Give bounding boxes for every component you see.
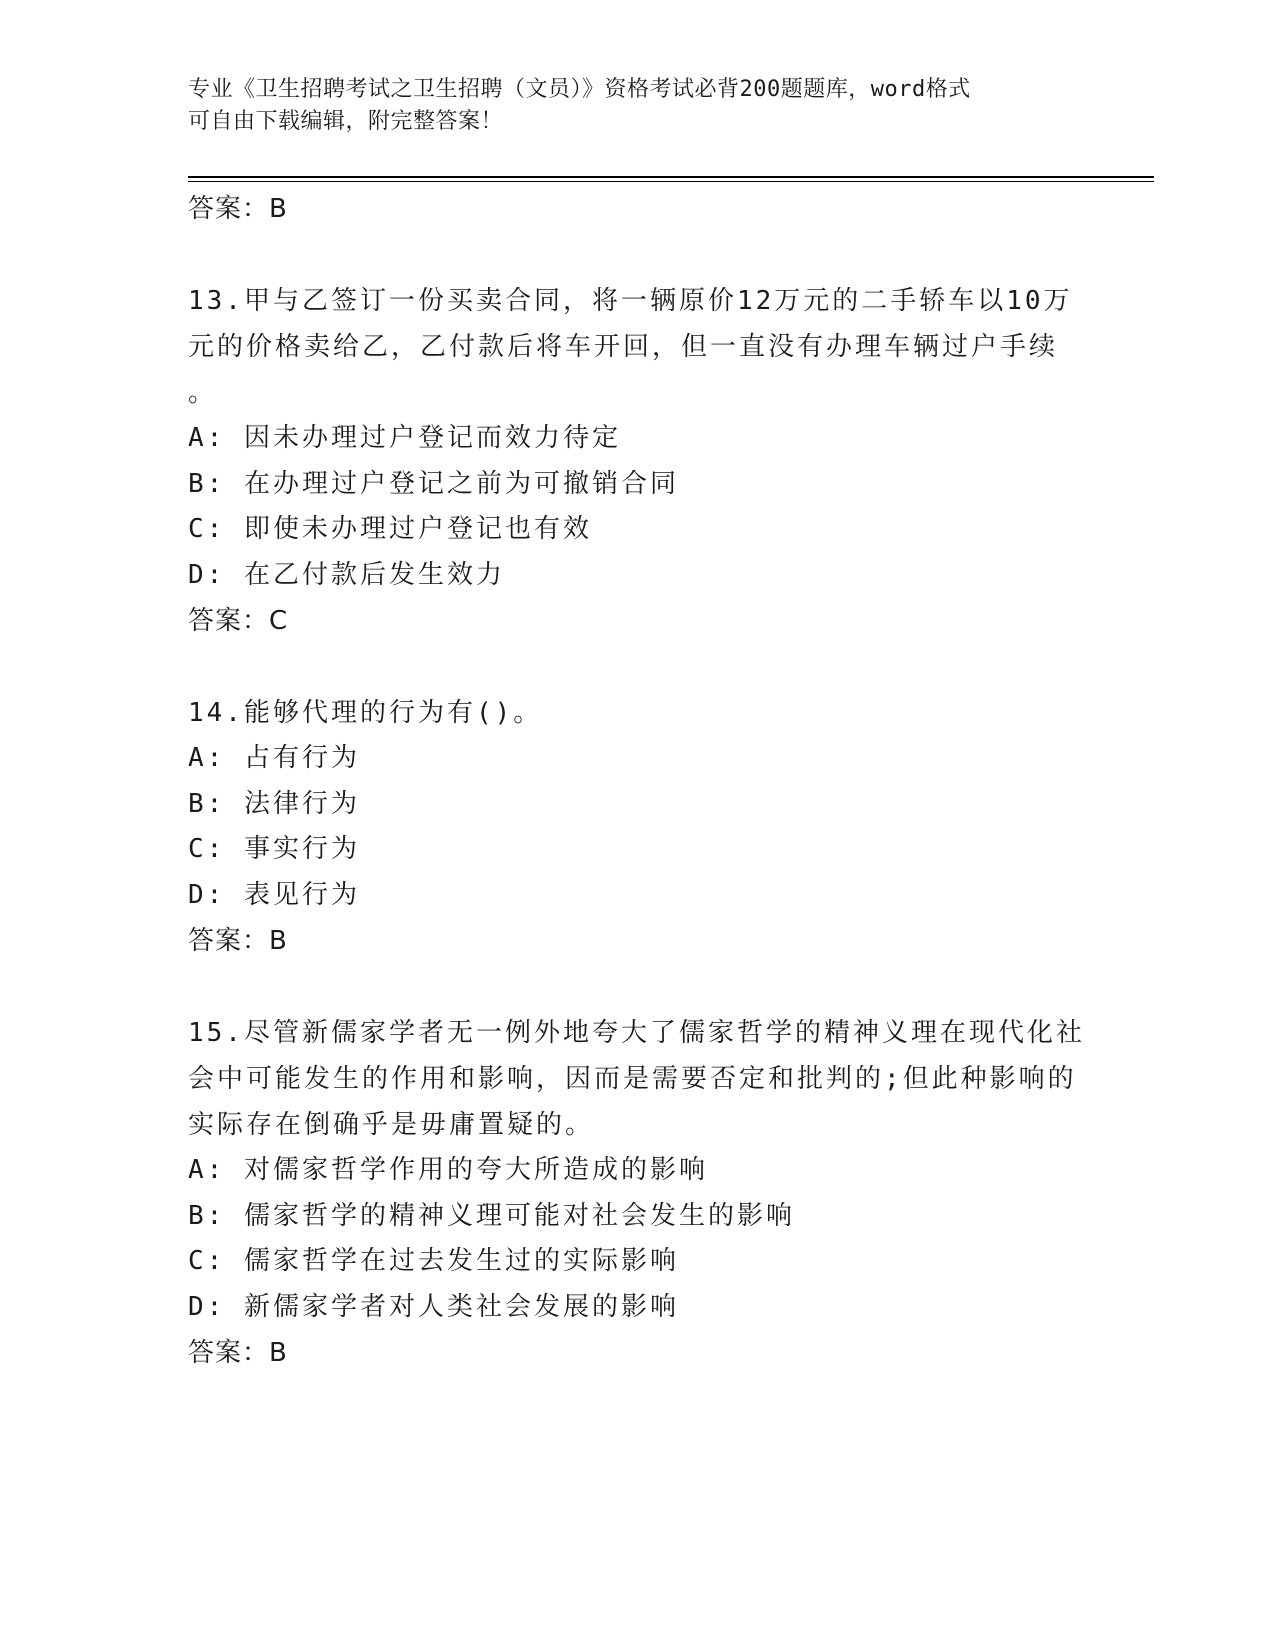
option-a: A: 因未办理过户登记而效力待定 — [188, 423, 621, 453]
question-stem-line: 会中可能发生的作用和影响，因而是需要否定和批判的;但此种影响的 — [188, 1064, 1077, 1094]
question-stem-line: 14.能够代理的行为有()。 — [188, 698, 543, 728]
question-15 — [188, 1010, 1088, 1376]
option-d: D: 表见行为 — [188, 879, 360, 910]
answer-line: 答案：B — [188, 194, 288, 224]
question-stem-line: 13.甲与乙签订一份买卖合同，将一辆原价12万元的二手轿车以10万 — [188, 286, 1073, 316]
header-rule-thick — [188, 176, 1154, 178]
option-c: C: 儒家哲学在过去发生过的实际影响 — [188, 1246, 679, 1276]
question-stem-line: 。 — [188, 378, 218, 408]
option-d: D: 新儒家学者对人类社会发展的影响 — [188, 1291, 679, 1322]
header-line-2: 可自由下载编辑，附完整答案！ — [188, 109, 504, 134]
answer-line: 答案：B — [188, 1338, 288, 1368]
question-14 — [188, 690, 1088, 964]
option-a: A: 对儒家哲学作用的夸大所造成的影响 — [188, 1155, 708, 1185]
question-list — [188, 186, 1088, 1376]
spacer — [188, 644, 1088, 690]
answer-line: 答案：C — [188, 606, 289, 636]
question-13 — [188, 278, 1088, 644]
spacer — [188, 964, 1088, 1010]
option-c: C: 事实行为 — [188, 834, 360, 864]
spacer — [188, 232, 1088, 278]
answer-line: 答案：B — [188, 926, 288, 956]
option-b: B: 在办理过户登记之前为可撤销合同 — [188, 468, 679, 499]
question-stem-line: 15.尽管新儒家学者无一例外地夸大了儒家哲学的精神义理在现代化社 — [188, 1018, 1085, 1048]
document-header — [188, 74, 1068, 138]
option-b: B: 法律行为 — [188, 788, 360, 819]
header-rule-thin — [188, 181, 1154, 182]
option-c: C: 即使未办理过户登记也有效 — [188, 514, 592, 544]
header-line-1: 专业《卫生招聘考试之卫生招聘（文员）》资格考试必背200题题库，word格式 — [188, 77, 971, 102]
option-d: D: 在乙付款后发生效力 — [188, 559, 505, 590]
question-stem-line: 实际存在倒确乎是毋庸置疑的。 — [188, 1110, 595, 1140]
option-b: B: 儒家哲学的精神义理可能对社会发生的影响 — [188, 1200, 795, 1231]
question-stem-line: 元的价格卖给乙，乙付款后将车开回，但一直没有办理车辆过户手续 — [188, 332, 1059, 362]
option-a: A: 占有行为 — [188, 743, 360, 773]
